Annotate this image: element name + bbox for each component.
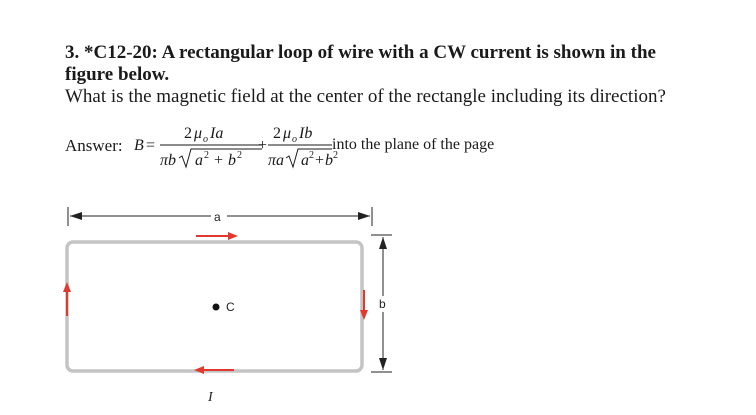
formula-plus: + xyxy=(258,137,268,154)
label-current: I xyxy=(208,390,213,405)
term2-rad-a: a xyxy=(301,152,309,169)
term1-num-coef: 2 xyxy=(184,125,192,142)
term1-rad-a: a xyxy=(195,152,203,169)
term1-den-pre: πb xyxy=(160,152,177,169)
dim-b-bottom-arrow xyxy=(379,358,387,370)
term2-rad-b: b xyxy=(325,152,333,169)
term2-num-coef: 2 xyxy=(273,125,281,142)
problem-question: What is the magnetic field at the center of the rectangle including its direction? xyxy=(65,86,666,107)
term1-num-rest: Ia xyxy=(210,125,224,142)
term2-den-pre: πa xyxy=(268,152,285,169)
term1-rad-plus: + xyxy=(214,152,224,169)
term1-num-sub: o xyxy=(203,134,208,145)
label-a: a xyxy=(214,210,221,224)
dim-b-top-arrow xyxy=(379,237,387,249)
current-arrow-bottom-head xyxy=(194,366,204,374)
term2-num-sub: o xyxy=(292,134,297,145)
label-b: b xyxy=(379,297,386,311)
problem-title-line1: 3. *C12-20: A rectangular loop of wire with a CW current is shown in the xyxy=(65,42,656,63)
term2-rad-plus: + xyxy=(315,152,325,169)
center-point xyxy=(213,304,220,311)
term2-rad-b-exp: 2 xyxy=(333,150,338,161)
answer-direction: into the plane of the page xyxy=(332,136,495,153)
dim-a-left-arrow xyxy=(70,212,82,220)
problem-title-line2: figure below. xyxy=(65,64,170,85)
term2-num-rest: Ib xyxy=(299,125,313,142)
dim-a-right-arrow xyxy=(358,212,370,220)
current-arrow-top-head xyxy=(228,232,238,240)
formula-lhs: B xyxy=(134,137,144,154)
current-arrow-left-head xyxy=(63,282,71,292)
formula-equals: = xyxy=(146,137,156,154)
label-center: C xyxy=(226,300,235,314)
term2-num-mu: μ xyxy=(283,125,292,142)
term1-rad-a-exp: 2 xyxy=(204,150,209,161)
term1-rad-b-exp: 2 xyxy=(237,150,242,161)
term2-rad-a-exp: 2 xyxy=(309,150,314,161)
term1-num-mu: μ xyxy=(194,125,203,142)
answer-label: Answer: xyxy=(65,136,123,155)
term1-rad-b: b xyxy=(228,152,236,169)
